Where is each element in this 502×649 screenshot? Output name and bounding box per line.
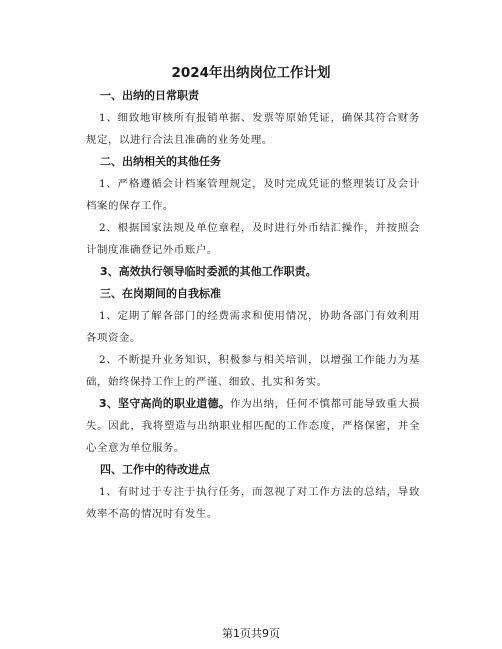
section-heading-daily-duties: 一、出纳的日常职责 <box>100 89 199 102</box>
paragraph-professional-ethics <box>86 393 420 459</box>
paragraph-department-funds: 1、定期了解各部门的经费需求和使用情况，协助各部门有效利用各项资金。 <box>86 310 420 344</box>
page-footer: 第1页共9页 <box>222 627 280 640</box>
paragraph-professional-growth: 2、不断提升业务知识，积极参与相关培训，以增强工作能力为基础，始终保持工作上的严谨、细致、扎实和务实。 <box>86 354 420 388</box>
paragraph-archive-management: 1、严格遵循会计档案管理规定，及时完成凭证的整理装订及会计档案的保存工作。 <box>86 178 420 212</box>
document-title: 2024年出纳岗位工作计划 <box>171 65 331 81</box>
paragraph-foreign-exchange: 2、根据国家法规及单位章程，及时进行外币结汇操作，并按照会计制度准确登记外币账户。 <box>86 222 420 256</box>
paragraph-review-vouchers: 1、细致地审核所有报销单据、发票等原始凭证，确保其符合财务规定，以进行合法且准确的业务处理。 <box>86 112 420 146</box>
section-heading-self-standards: 三、在岗期间的自我标准 <box>100 287 221 300</box>
ethics-body-text: 作为出纳，任何不慎都可能导致重大损失。因此，我将塑造与出纳职业相匹配的工作态度，严格保密，并全心全意为单位服务。 <box>86 398 420 454</box>
section-heading-leader-tasks: 3、高效执行领导临时委派的其他工作职责。 <box>100 265 317 278</box>
section-heading-other-tasks: 二、出纳相关的其他任务 <box>100 155 221 168</box>
paragraph-method-summary: 1、有时过于专注于执行任务，而忽视了对工作方法的总结，导致效率不高的情况时有发生。 <box>86 486 420 520</box>
section-heading-improvements: 四、工作中的待改进点 <box>100 463 210 476</box>
ethics-lead-text: 3、坚守高尚的职业道德。 <box>99 397 231 410</box>
document-body <box>86 85 420 525</box>
